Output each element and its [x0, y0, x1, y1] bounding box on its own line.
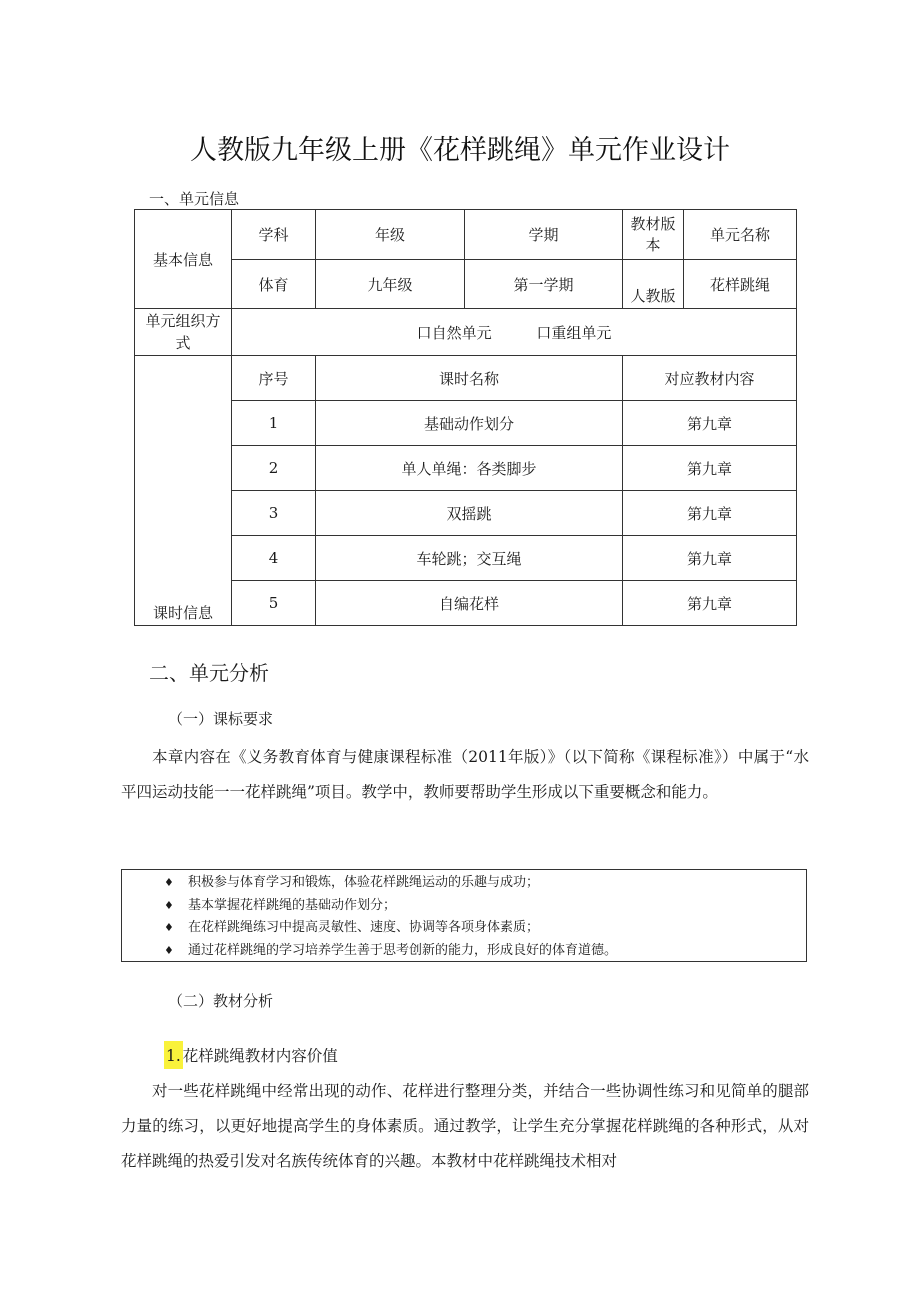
goal-text: 通过花样跳绳的学习培养学生善于思考创新的能力，形成良好的体育道德。 — [188, 942, 618, 958]
list-item — [122, 917, 806, 940]
section-heading-unit-analysis: 二、单元分析 — [149, 661, 269, 685]
basic-info-label: 基本信息 — [135, 210, 232, 309]
lesson-content: 第九章 — [623, 446, 797, 491]
header-grade: 年级 — [316, 210, 465, 260]
value-unit-name: 花样跳绳 — [684, 260, 797, 309]
org-label-text: 单元组织方式 — [145, 312, 221, 352]
lesson-no: 1 — [232, 401, 316, 446]
lesson-name: 自编花样 — [316, 581, 623, 626]
document-title: 人教版九年级上册《花样跳绳》单元作业设计 — [190, 135, 730, 166]
header-subject: 学科 — [232, 210, 316, 260]
diamond-bullet-icon: ♦ — [164, 921, 174, 934]
list-item — [122, 895, 806, 918]
header-lesson-no: 序号 — [232, 356, 316, 401]
lesson-content: 第九章 — [623, 581, 797, 626]
header-semester: 学期 — [465, 210, 623, 260]
unit-info-table — [134, 209, 797, 626]
table-row — [135, 581, 797, 626]
lesson-name: 双摇跳 — [316, 491, 623, 536]
value-subject: 体育 — [232, 260, 316, 309]
lesson-no: 3 — [232, 491, 316, 536]
table-row — [135, 446, 797, 491]
lesson-name: 车轮跳；交互绳 — [316, 536, 623, 581]
list-item — [122, 940, 806, 963]
org-options: 口自然单元 口重组单元 — [232, 309, 797, 356]
diamond-bullet-icon: ♦ — [164, 876, 174, 889]
section-heading-unit-info: 一、单元信息 — [149, 190, 240, 208]
paragraph-textbook: 对一些花样跳绳中经常出现的动作、花样进行整理分类，并结合一些协调性练习和见简单的腿部力量的练习，以更好地提高学生的身体素质。通过教学，让学生充分掌握花样跳绳的各种形式，从对花样跳绳的热爱引发对名族传统体育的兴趣。本教材中花样跳绳技术相对 — [121, 1082, 809, 1170]
diamond-bullet-icon: ♦ — [164, 898, 174, 912]
lesson-name: 单人单绳：各类脚步 — [316, 446, 623, 491]
lesson-content: 第九章 — [623, 491, 797, 536]
value-textbook: 人教版 — [623, 260, 684, 309]
goals-box — [121, 869, 807, 962]
header-unit-name: 单元名称 — [684, 210, 797, 260]
value-semester: 第一学期 — [465, 260, 623, 309]
org-label — [135, 309, 232, 356]
goal-text: 在花样跳绳练习中提高灵敏性、速度、协调等各项身体素质； — [188, 920, 540, 935]
lesson-content: 第九章 — [623, 401, 797, 446]
header-textbook — [623, 210, 684, 260]
paragraph-curriculum: 本章内容在《义务教育体育与健康课程标准（2011年版）》（以下简称《课程标准》）中属于“水平四运动技能一一花样跳绳”项目。教学中，教师要帮助学生形成以下重要概念和能力。 — [121, 748, 809, 801]
value-grade: 九年级 — [316, 260, 465, 309]
subheading-curriculum: （一）课标要求 — [168, 710, 274, 728]
table-row — [135, 491, 797, 536]
lesson-info-label: 课时信息 — [135, 356, 232, 626]
table-row — [135, 401, 797, 446]
list-item — [122, 872, 806, 895]
lesson-no: 4 — [232, 536, 316, 581]
table-row — [135, 536, 797, 581]
lesson-no: 5 — [232, 581, 316, 626]
diamond-bullet-icon: ♦ — [164, 943, 174, 957]
lesson-content: 第九章 — [623, 536, 797, 581]
header-textbook-text: 教材版本 — [630, 214, 676, 254]
header-lesson-content: 对应教材内容 — [623, 356, 797, 401]
item-heading — [164, 1044, 338, 1066]
header-lesson-name: 课时名称 — [316, 356, 623, 401]
item-number: 1. — [164, 1041, 183, 1069]
goal-text: 基本掌握花样跳绳的基础动作划分； — [188, 897, 397, 913]
goal-text: 积极参与体育学习和锻炼，体验花样跳绳运动的乐趣与成功； — [188, 875, 540, 890]
subheading-textbook: （二）教材分析 — [168, 992, 274, 1010]
item-label: 花样跳绳教材内容价值 — [182, 1047, 338, 1065]
lesson-name: 基础动作划分 — [316, 401, 623, 446]
lesson-no: 2 — [232, 446, 316, 491]
